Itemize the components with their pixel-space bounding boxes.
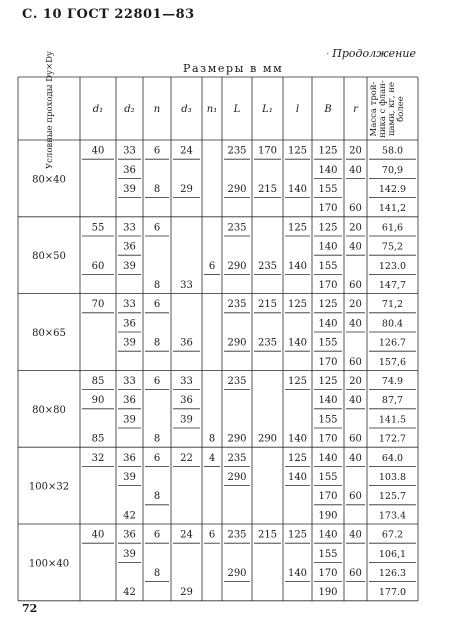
cell-mass: 74.9 (381, 376, 404, 387)
cell-d2: 39 (123, 337, 136, 349)
cell-d2: 33 (123, 299, 136, 311)
cell-r: 40 (349, 164, 362, 176)
column-header-r: r (353, 104, 358, 115)
column-header-n1: n₁ (206, 104, 218, 115)
cell-n: 6 (153, 452, 161, 464)
cell-B: 170 (318, 491, 338, 503)
cell-L: 290 (227, 337, 247, 349)
cell-mass: 141.5 (378, 414, 407, 426)
cell-n: 8 (153, 337, 161, 349)
cell-mass: 58.0 (381, 145, 404, 157)
cell-mass: 70,9 (381, 164, 404, 176)
cell-n: 6 (153, 299, 161, 311)
cell-B: 125 (318, 145, 338, 157)
cell-n: 8 (153, 433, 161, 445)
cell-B: 190 (318, 587, 338, 599)
cell-d3: 29 (180, 184, 193, 195)
cell-r: 20 (349, 145, 362, 157)
cell-r: 60 (349, 491, 362, 503)
cell-mass: 142.9 (378, 184, 407, 195)
cell-L: 235 (227, 452, 247, 464)
column-header-mass: цами, кг, не (387, 81, 397, 137)
cell-n: 6 (153, 376, 161, 387)
group-label: 80×40 (32, 174, 66, 186)
continuation-mark: ‧ (326, 50, 330, 60)
cell-d2: 36 (123, 241, 136, 253)
cell-L: 235 (227, 529, 247, 541)
cell-r: 60 (349, 433, 362, 445)
page-number: 72 (22, 602, 38, 615)
cell-mass: 157,6 (378, 356, 407, 368)
cell-d2: 33 (123, 222, 136, 234)
cell-B: 155 (318, 472, 338, 483)
cell-n: 6 (153, 529, 161, 541)
cell-B: 170 (318, 280, 338, 291)
cell-d2: 33 (123, 145, 136, 157)
cell-B: 125 (318, 299, 338, 311)
column-header-mass: Масса трой- (369, 81, 379, 137)
cell-d3: 36 (180, 337, 193, 349)
cell-mass: 123.0 (378, 260, 407, 272)
cell-mass: 103.8 (378, 472, 407, 483)
cell-mass: 126.3 (378, 568, 407, 579)
cell-B: 140 (318, 529, 338, 541)
cell-d2: 42 (123, 587, 136, 599)
cell-r: 40 (349, 529, 362, 541)
cell-r: 20 (349, 376, 362, 387)
cell-B: 155 (318, 184, 338, 195)
cell-r: 40 (349, 395, 362, 407)
cell-B: 155 (318, 548, 338, 560)
cell-l: 125 (287, 376, 308, 387)
cell-L1: 215 (257, 184, 278, 195)
cell-mass: 71,2 (381, 299, 404, 311)
cell-mass: 67.2 (381, 529, 404, 541)
cell-B: 140 (318, 164, 338, 176)
cell-l: 125 (287, 452, 308, 464)
cell-B: 140 (318, 241, 338, 253)
cell-n: 6 (153, 222, 161, 234)
cell-d3: 29 (180, 587, 193, 599)
column-header-mass: ника с флан- (378, 80, 388, 138)
cell-n: 8 (153, 280, 161, 291)
cell-d1: 85 (91, 376, 105, 387)
cell-r: 60 (349, 568, 362, 579)
cell-r: 40 (349, 318, 362, 330)
cell-d1: 70 (91, 299, 105, 311)
cell-L1: 215 (257, 529, 278, 541)
cell-l: 125 (287, 299, 308, 311)
cell-r: 40 (349, 241, 362, 253)
cell-L: 235 (227, 222, 247, 234)
cell-d1: 85 (91, 433, 105, 445)
cell-d2: 36 (123, 318, 136, 330)
cell-d3: 33 (180, 376, 193, 387)
group-label: 80×65 (32, 328, 66, 339)
cell-l: 140 (287, 337, 308, 349)
cell-l: 125 (287, 222, 308, 234)
cell-d1: 55 (91, 222, 105, 234)
cell-B: 155 (318, 260, 338, 272)
cell-L1: 290 (257, 433, 278, 445)
cell-d1: 90 (91, 395, 105, 407)
cell-d3: 36 (180, 395, 193, 407)
cell-d3: 24 (180, 145, 193, 157)
cell-L: 235 (227, 145, 247, 157)
cell-mass: 87,7 (381, 395, 404, 407)
cell-r: 60 (349, 280, 362, 291)
cell-l: 140 (287, 472, 308, 483)
cell-B: 190 (318, 510, 338, 522)
cell-L: 290 (227, 184, 247, 195)
cell-L: 290 (227, 568, 247, 579)
cell-L1: 215 (257, 299, 278, 311)
cell-mass: 177.0 (378, 587, 407, 599)
column-header-B: B (324, 104, 332, 115)
cell-B: 140 (318, 452, 338, 464)
cell-L: 235 (227, 376, 247, 387)
cell-l: 125 (287, 145, 308, 157)
cell-B: 170 (318, 203, 338, 215)
cell-d2: 36 (123, 164, 136, 176)
cell-l: 125 (287, 529, 308, 541)
cell-d1: 32 (91, 452, 105, 464)
cell-L: 235 (227, 299, 247, 311)
cell-mass: 80.4 (381, 318, 404, 330)
cell-B: 125 (318, 222, 338, 234)
cell-mass: 125.7 (378, 491, 407, 503)
column-header-L1: L₁ (262, 104, 273, 115)
cell-d2: 42 (123, 510, 136, 522)
cell-d2: 39 (123, 472, 136, 483)
cell-mass: 64.0 (381, 452, 404, 464)
page-header: С. 10 ГОСТ 22801—83 (22, 7, 195, 22)
cell-r: 60 (349, 356, 362, 368)
cell-B: 140 (318, 395, 338, 407)
cell-d2: 36 (123, 529, 136, 541)
cell-n1: 4 (208, 452, 216, 464)
cell-l: 140 (287, 568, 308, 579)
cell-mass: 75,2 (381, 241, 404, 253)
cell-n1: 6 (208, 260, 216, 272)
cell-n: 8 (153, 491, 161, 503)
cell-d2: 36 (123, 395, 136, 407)
cell-d2: 39 (123, 184, 136, 195)
group-label: 80×50 (32, 251, 66, 263)
column-header-mass: более (396, 96, 406, 122)
cell-l: 140 (287, 184, 308, 195)
cell-n1: 6 (208, 529, 216, 541)
cell-d2: 39 (123, 548, 136, 560)
cell-r: 20 (349, 299, 362, 311)
cell-r: 20 (349, 222, 362, 234)
cell-d3: 24 (180, 529, 193, 541)
column-header-d1: d₁ (92, 104, 104, 115)
group-label: 100×32 (28, 481, 70, 493)
cell-L: 290 (227, 260, 247, 272)
cell-d1: 40 (91, 145, 105, 157)
cell-d1: 60 (91, 260, 105, 272)
cell-d2: 39 (123, 260, 136, 272)
cell-mass: 141,2 (378, 203, 407, 215)
cell-B: 155 (318, 414, 338, 426)
group-label: 80×80 (32, 404, 66, 416)
column-header-d2: d₂ (124, 104, 135, 115)
cell-d3: 22 (180, 452, 193, 464)
cell-mass: 126.7 (378, 337, 407, 349)
dimensions-title: Размеры в мм (183, 62, 284, 75)
cell-mass: 173.4 (378, 510, 407, 522)
cell-d3: 39 (180, 414, 193, 426)
cell-B: 155 (318, 337, 338, 349)
cell-d2: 33 (123, 376, 136, 387)
cell-L1: 170 (257, 145, 278, 157)
cell-L: 290 (227, 433, 247, 445)
cell-d2: 36 (123, 452, 136, 464)
cell-L1: 235 (257, 260, 278, 272)
cell-d1: 40 (91, 529, 105, 541)
cell-r: 40 (349, 452, 362, 464)
column-header-dn: Условные проходы Dу×Dу (45, 51, 55, 169)
cell-B: 170 (318, 568, 338, 579)
column-header-l: l (295, 104, 300, 115)
column-header-L: L (233, 104, 241, 115)
cell-mass: 147,7 (378, 280, 407, 291)
cell-L: 290 (227, 472, 247, 483)
cell-r: 60 (349, 203, 362, 215)
cell-L1: 235 (257, 337, 278, 349)
cell-n1: 8 (208, 433, 216, 445)
group-label: 100×40 (28, 558, 70, 570)
cell-n: 8 (153, 184, 161, 195)
cell-B: 170 (318, 356, 338, 368)
cell-B: 140 (318, 318, 338, 330)
column-header-d3: d₃ (181, 104, 192, 115)
cell-l: 140 (287, 433, 308, 445)
cell-mass: 106,1 (378, 548, 407, 560)
cell-B: 170 (318, 433, 338, 445)
cell-n: 6 (153, 145, 161, 157)
cell-n: 8 (153, 568, 161, 579)
cell-l: 140 (287, 260, 308, 272)
cell-mass: 172.7 (378, 433, 407, 445)
cell-B: 125 (318, 376, 338, 387)
continuation-text: Продолжение (332, 47, 416, 60)
column-header-n: n (153, 104, 161, 115)
cell-d3: 33 (180, 280, 193, 291)
cell-d2: 39 (123, 414, 136, 426)
cell-mass: 61,6 (381, 222, 404, 234)
